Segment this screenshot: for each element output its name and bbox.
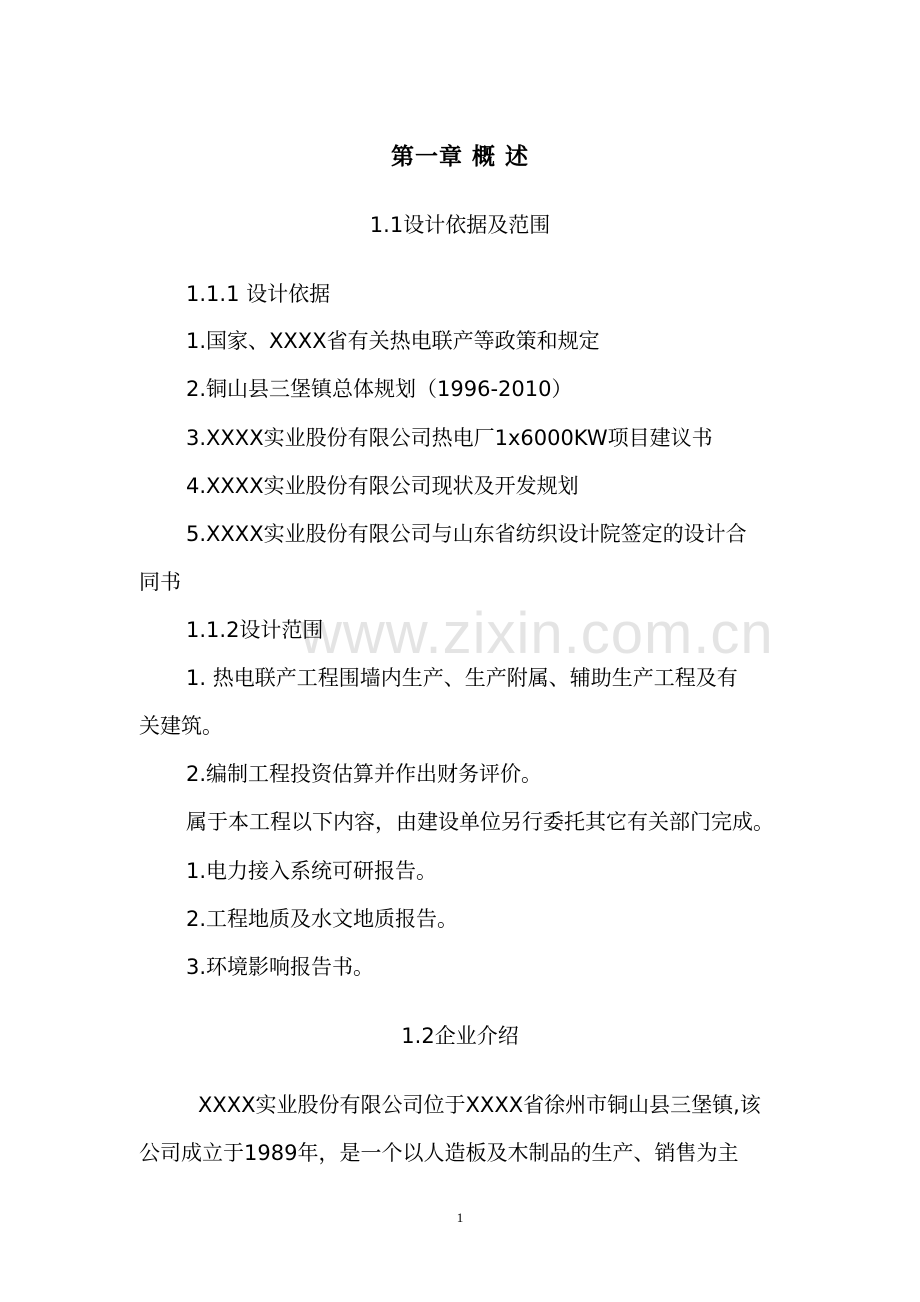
basis-item-5-continued: 同书 bbox=[139, 570, 181, 594]
basis-item-4: 4.XXXX实业股份有限公司现状及开发规划 bbox=[186, 474, 579, 498]
excluded-item-1: 1.电力接入系统可研报告。 bbox=[186, 859, 438, 883]
company-intro-line-1: XXXX实业股份有限公司位于XXXX省徐州市铜山县三堡镇,该 bbox=[198, 1093, 761, 1117]
chapter-title: 第一章 概 述 bbox=[390, 144, 529, 170]
scope-item-1: 1. 热电联产工程围墙内生产、生产附属、辅助生产工程及有 bbox=[186, 666, 738, 690]
subsection-heading-1-1-2: 1.1.2设计范围 bbox=[186, 618, 324, 642]
basis-item-1: 1.国家、XXXX省有关热电联产等政策和规定 bbox=[186, 329, 600, 353]
scope-item-2: 2.编制工程投资估算并作出财务评价。 bbox=[186, 762, 543, 786]
basis-item-3: 3.XXXX实业股份有限公司热电厂1x6000KW项目建议书 bbox=[186, 426, 713, 450]
excluded-item-2: 2.工程地质及水文地质报告。 bbox=[186, 907, 459, 931]
section-title-1-2: 1.2企业介绍 bbox=[401, 1024, 519, 1048]
scope-note: 属于本工程以下内容，由建设单位另行委托其它有关部门完成。 bbox=[186, 810, 774, 834]
page-number: 1 bbox=[456, 1210, 464, 1225]
basis-item-5: 5.XXXX实业股份有限公司与山东省纺织设计院签定的设计合 bbox=[186, 522, 747, 546]
excluded-item-3: 3.环境影响报告书。 bbox=[186, 955, 375, 979]
basis-item-2: 2.铜山县三堡镇总体规划（1996-2010） bbox=[186, 377, 573, 401]
watermark: www.zixin.com.cn bbox=[300, 601, 774, 666]
company-intro-line-2: 公司成立于1989年，是一个以人造板及木制品的生产、销售为主 bbox=[139, 1141, 739, 1165]
scope-item-1-continued: 关建筑。 bbox=[139, 714, 223, 738]
subsection-heading-1-1-1: 1.1.1 设计依据 bbox=[186, 282, 331, 306]
section-title-1-1: 1.1设计依据及范围 bbox=[369, 213, 551, 237]
